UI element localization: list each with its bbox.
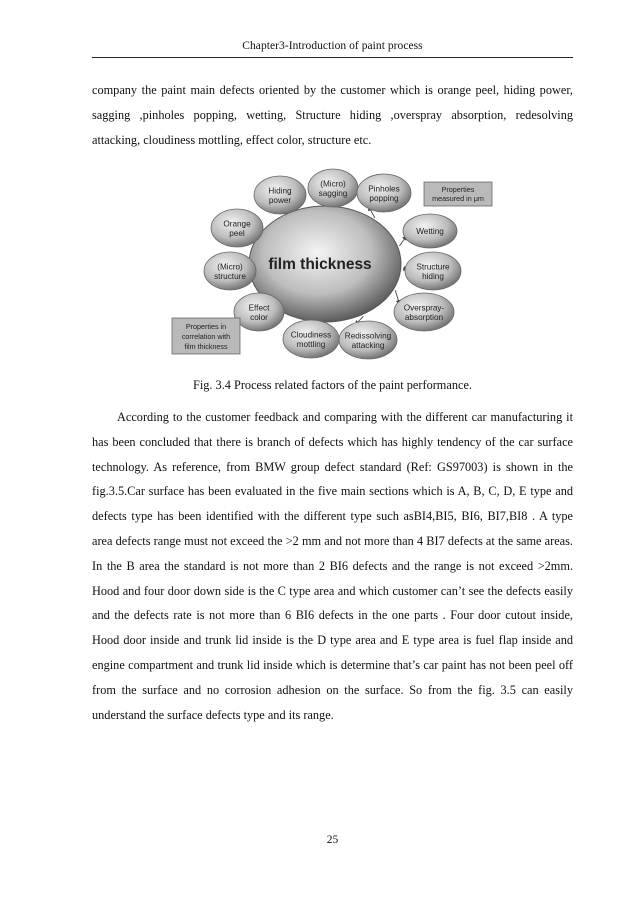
diagram-node-label: Structure xyxy=(416,262,450,272)
svg-text:correlation with: correlation with xyxy=(181,332,231,341)
svg-text:Properties in: Properties in xyxy=(185,322,227,331)
diagram-node xyxy=(339,321,397,359)
center-label: film thickness xyxy=(268,256,372,273)
paragraph-main: According to the customer feedback and comparing with the different car manufacturing it has been concluded that there is branch of defects which has highly tendency of the car surface technology. As reference, from BMW group defect standard (Ref: GS97003) is shown in the fig.3.5.Car surface has been evaluated in the five main sections which is A, B, C, D, E type and defects type has been identified with the different type such asBI4,BI5, BI6, BI7,BI8 . A type area defects range must not exceed the >2 mm and not more than 4 BI7 defects at the same areas. In the B area the standard is not more than 2 BI6 defects and the range is not exceed >2mm. Hood and four door down side is the C type area and which customer can’t see the defects easily and the defects rate is not more than 6 BI6 defects in the one parts . Four door cutout inside, Hood door inside and trunk lid inside is the D type area and E type area is fuel flap inside and engine compartment and trunk lid inside which is determine that’s car paint has not been peel off from the surface and no corrosion adhesion on the surface. So from the fig. 3.5 can easily understand the surface defects type and its range. xyxy=(92,410,573,722)
correlation-box xyxy=(172,318,240,354)
diagram-node-label: Overspray- xyxy=(403,303,445,313)
measured-box xyxy=(424,182,492,206)
diagram-node xyxy=(254,176,306,214)
diagram-node-label: hiding xyxy=(422,271,444,281)
running-header: Chapter3-Introduction of paint process xyxy=(242,40,423,52)
header-rule xyxy=(92,57,573,58)
diagram-node xyxy=(234,293,284,331)
diagram-node-label: absorption xyxy=(404,312,444,322)
diagram-node xyxy=(283,320,339,358)
diagram-node-label: Effect xyxy=(248,303,270,313)
film-thickness-diagram xyxy=(170,168,500,368)
diagram-node xyxy=(357,174,411,212)
diagram-node-label: attacking xyxy=(351,340,385,350)
diagram-node-label: sagging xyxy=(318,188,348,198)
diagram-node-label: (Micro) xyxy=(320,179,346,189)
diagram-node-label: structure xyxy=(214,271,246,281)
diagram-node-label: mottling xyxy=(296,339,326,349)
svg-text:film thickness: film thickness xyxy=(184,342,228,351)
diagram-node xyxy=(204,252,256,290)
diagram-node-label: Orange xyxy=(223,219,251,229)
diagram-node-label: peel xyxy=(229,228,245,238)
diagram-node-label: Hiding xyxy=(268,186,292,196)
diagram-node-label: Pinholes xyxy=(368,184,400,194)
diagram-node-label: power xyxy=(268,195,292,205)
page-number: 25 xyxy=(326,834,339,846)
svg-text:measured in μm: measured in μm xyxy=(432,194,484,203)
diagram-node xyxy=(403,214,457,248)
diagram-node-label: popping xyxy=(369,193,399,203)
diagram-node xyxy=(211,209,263,247)
diagram-node xyxy=(308,169,358,207)
diagram-node-label: Redissolving xyxy=(344,331,392,341)
svg-text:Properties: Properties xyxy=(441,185,475,194)
figure-caption: Fig. 3.4 Process related factors of the paint performance. xyxy=(193,378,472,392)
diagram-node-label: (Micro) xyxy=(217,262,243,272)
diagram-node xyxy=(405,252,461,290)
diagram-node xyxy=(394,293,454,331)
diagram-node-label: color xyxy=(250,312,268,322)
paragraph-intro: company the paint main defects oriented by the customer which is orange peel, hiding power, sagging ,pinholes popping, wetting, Structure hiding ,overspray absorption, redesolving attacking, cloudiness mottling, effect color, structure etc. xyxy=(92,83,573,147)
diagram-node-label: Cloudiness xyxy=(290,330,332,340)
diagram-node-label: Wetting xyxy=(416,227,444,236)
